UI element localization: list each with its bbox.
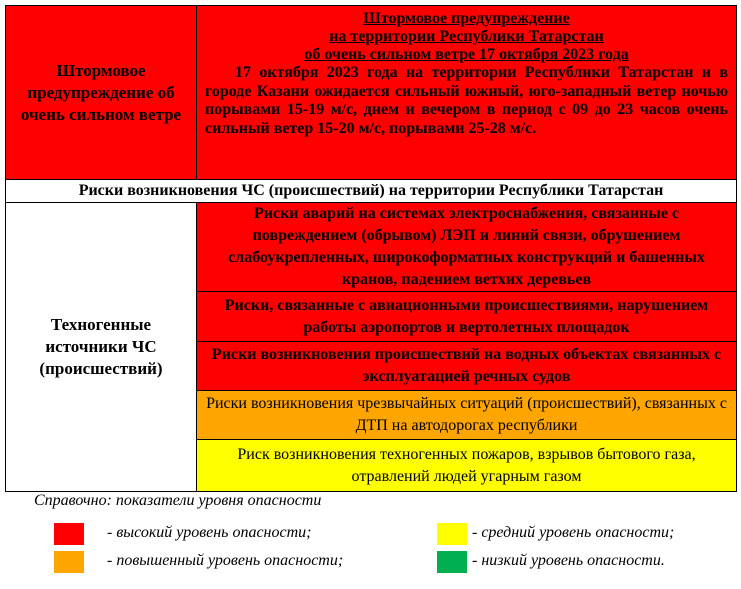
warning-content [197, 6, 737, 180]
risk-row-4: Риски возникновения чрезвычайных ситуаций (происшествий), связанных с ДТП на автодорогах республики [197, 391, 737, 440]
legend-swatch-elevated [54, 551, 84, 573]
warning-body: 17 октября 2023 года на территории Республики Татарстан и в городе Казани ожидается сильный южный, юго-западный ветер ночью порывами 15-19 м/с, днем и вечером в период с 09 до 23 часов очень сильный ветер 15-20 м/с, порывами 25-28 м/с. [205, 64, 728, 137]
legend-swatch-medium [437, 523, 467, 545]
legend-label-low: - низкий уровень опасности. [472, 552, 665, 569]
hazard-table [5, 5, 737, 492]
risk-row-3: Риски возникновения происшествий на водных объектах связанных с эксплуатацией речных судов [197, 342, 737, 391]
warning-label: Штормовое предупреждение об очень сильном ветре [6, 6, 197, 180]
legend-label-medium: - средний уровень опасности; [472, 524, 675, 541]
warning-title-line-1: Штормовое предупреждение [363, 10, 570, 27]
warning-title-line-3: об очень сильном ветре 17 октября 2023 года [304, 46, 629, 63]
source-label: Техногенные источники ЧС (происшествий) [6, 203, 197, 492]
legend [0, 490, 741, 589]
warning-title-line-2: на территории Республики Татарстан [329, 28, 604, 45]
risk-row-2: Риски, связанные с авиационными происшествиями, нарушением работы аэропортов и вертолетных площадок [197, 292, 737, 342]
risk-row-5: Риск возникновения техногенных пожаров, взрывов бытового газа, отравлений людей угарным газом [197, 440, 737, 492]
legend-swatch-high [54, 523, 84, 545]
legend-swatch-low [437, 551, 467, 573]
risk-row-1: Риски аварий на системах электроснабжения, связанные с повреждением (обрывом) ЛЭП и линий связи, обрушением слабоукрепленных, широкоформатных конструкций и башенных кранов, падением ветхих деревьев [197, 203, 737, 292]
legend-title: Справочно: показатели уровня опасности [34, 492, 322, 509]
legend-label-high: - высокий уровень опасности; [107, 524, 312, 541]
hazard-table-frame [5, 5, 736, 488]
risks-header: Риски возникновения ЧС (происшествий) на территории Республики Татарстан [6, 180, 737, 203]
legend-label-elevated: - повышенный уровень опасности; [107, 552, 344, 569]
